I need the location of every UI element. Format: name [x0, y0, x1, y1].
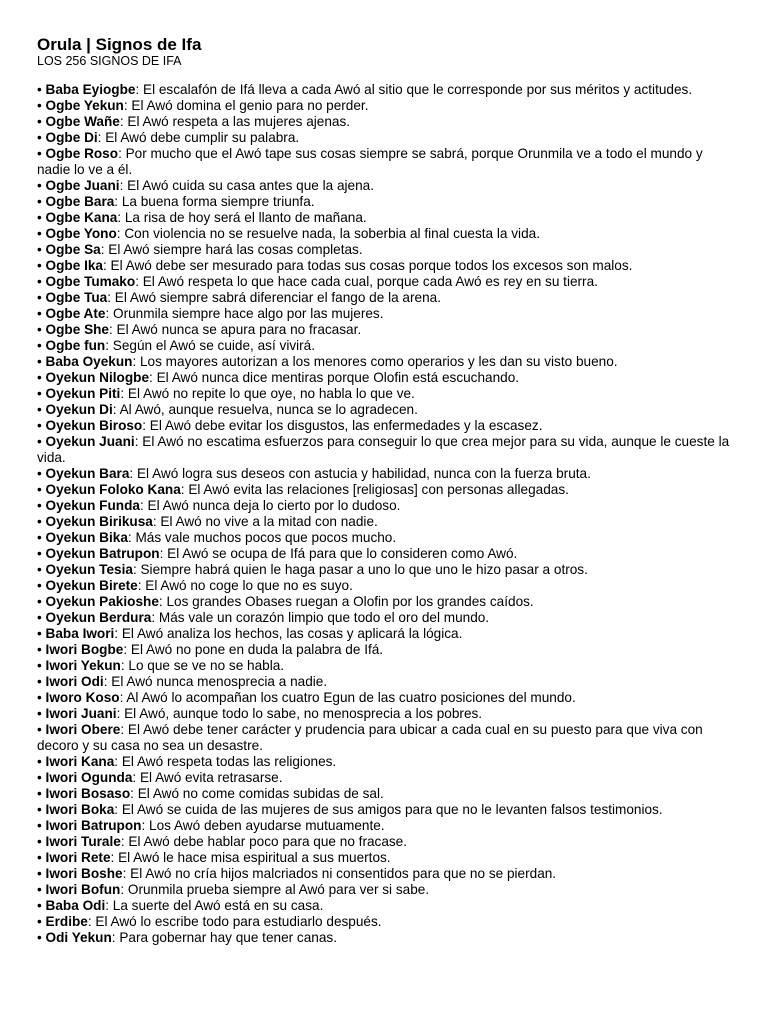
sign-text: : El Awó no coge lo que no es suyo.	[137, 578, 353, 593]
sign-name: Ogbe Tua	[45, 290, 108, 305]
sign-name: Oyekun Berdura	[45, 610, 152, 625]
list-item: • Iwori Kana: El Awó respeta todas las religiones.	[37, 754, 337, 769]
sign-text: : El Awó no escatima esfuerzos para conseguir lo que crea mejor para su vida, aunque le cueste la vida.	[37, 434, 730, 465]
sign-text: : El Awó evita retrasarse.	[132, 770, 283, 785]
sign-name: Oyekun Biroso	[45, 418, 143, 433]
sign-text: : El Awó nunca menosprecia a nadie.	[103, 674, 328, 689]
sign-name: Iwori Kana	[45, 754, 115, 769]
sign-name: Oyekun Batrupon	[45, 546, 160, 561]
sign-name: Iwori Odi	[45, 674, 104, 689]
list-item: • Oyekun Juani: El Awó no escatima esfuerzos para conseguir lo que crea mejor para su vida, aunque le cueste la vida.	[37, 434, 730, 465]
sign-name: Ogbe Roso	[45, 146, 119, 161]
list-item: • Ogbe Ate: Orunmila siempre hace algo por las mujeres.	[37, 306, 384, 321]
sign-name: Oyekun Bika	[45, 530, 128, 545]
sign-name: Ogbe Wañe	[45, 114, 120, 129]
sign-text: : Más vale un corazón limpio que todo el oro del mundo.	[151, 610, 490, 625]
list-item: • Ogbe Tumako: El Awó respeta lo que hace cada cual, porque cada Awó es rey en su tierra.	[37, 274, 598, 289]
sign-name: Oyekun Birete	[45, 578, 138, 593]
list-item: • Iwori Ogunda: El Awó evita retrasarse.	[37, 770, 283, 785]
list-item: • Erdibe: El Awó lo escribe todo para estudiarlo después.	[37, 914, 382, 929]
sign-name: Iwori Ogunda	[45, 770, 133, 785]
sign-text: : El Awó no vive a la mitad con nadie.	[152, 514, 378, 529]
sign-text: : El Awó debe ser mesurado para todas sus cosas porque todos los excesos son malos.	[102, 258, 633, 273]
sign-text: : Siempre habrá quien le haga pasar a uno lo que uno le hizo pasar a otros.	[132, 562, 588, 577]
sign-text: : El Awó, aunque todo lo sabe, no menosprecia a los pobres.	[116, 706, 483, 721]
sign-text: : El Awó domina el genio para no perder.	[123, 98, 369, 113]
list-item: • Oyekun Foloko Kana: El Awó evita las relaciones [religiosas] con personas allegadas.	[37, 482, 569, 497]
list-item: • Iwori Odi: El Awó nunca menosprecia a nadie.	[37, 674, 328, 689]
sign-name: Iworo Koso	[45, 690, 120, 705]
sign-name: Iwori Batrupon	[45, 818, 142, 833]
sign-text: : La buena forma siempre triunfa.	[114, 194, 315, 209]
sign-name: Iwori Bogbe	[45, 642, 124, 657]
sign-name: Ogbe Sa	[45, 242, 101, 257]
list-item: • Oyekun Di: Al Awó, aunque resuelva, nunca se lo agradecen.	[37, 402, 418, 417]
list-item: • Oyekun Pakioshe: Los grandes Obases ruegan a Olofin por los grandes caídos.	[37, 594, 534, 609]
list-item: • Iwori Bofun: Orunmila prueba siempre al Awó para ver si sabe.	[37, 882, 430, 897]
sign-text: : Los grandes Obases ruegan a Olofin por los grandes caídos.	[158, 594, 534, 609]
sign-text: : El Awó logra sus deseos con astucia y habilidad, nunca con la fuerza bruta.	[129, 466, 591, 481]
list-item: • Oyekun Bika: Más vale muchos pocos que pocos mucho.	[37, 530, 397, 545]
document-page	[37, 36, 737, 946]
sign-name: Ogbe Tumako	[45, 274, 136, 289]
sign-name: Oyekun Bara	[45, 466, 130, 481]
sign-text: : El Awó evita las relaciones [religiosas] con personas allegadas.	[180, 482, 569, 497]
list-item: • Oyekun Biroso: El Awó debe evitar los disgustos, las enfermedades y la escasez.	[37, 418, 543, 433]
list-item: • Iwori Batrupon: Los Awó deben ayudarse mutuamente.	[37, 818, 385, 833]
list-item: • Oyekun Birikusa: El Awó no vive a la mitad con nadie.	[37, 514, 378, 529]
sign-text: : El Awó nunca dice mentiras porque Olofin está escuchando.	[149, 370, 520, 385]
list-item: • Ogbe fun: Según el Awó se cuide, así vivirá.	[37, 338, 316, 353]
sign-name: Ogbe Kana	[45, 210, 118, 225]
sign-text: : El Awó siempre sabrá diferenciar el fango de la arena.	[107, 290, 441, 305]
sign-name: Oyekun Birikusa	[45, 514, 153, 529]
sign-name: Ogbe Juani	[45, 178, 120, 193]
sign-name: Ogbe Yono	[45, 226, 117, 241]
sign-text: : Para gobernar hay que tener canas.	[111, 930, 337, 945]
sign-text: : El escalafón de Ifá lleva a cada Awó al sitio que le corresponde por sus méritos y actitudes.	[135, 82, 693, 97]
list-item: • Oyekun Tesia: Siempre habrá quien le haga pasar a uno lo que uno le hizo pasar a otros.	[37, 562, 588, 577]
list-item: • Ogbe Di: El Awó debe cumplir su palabra.	[37, 130, 300, 145]
sign-name: Oyekun Di	[45, 402, 113, 417]
list-item: • Ogbe Ika: El Awó debe ser mesurado para todas sus cosas porque todos los excesos son malos.	[37, 258, 633, 273]
list-item: • Oyekun Berdura: Más vale un corazón limpio que todo el oro del mundo.	[37, 610, 490, 625]
sign-text: : Según el Awó se cuide, así vivirá.	[105, 338, 316, 353]
sign-name: Ogbe Di	[45, 130, 98, 145]
list-item: • Iwori Obere: El Awó debe tener carácter y prudencia para ubicar a cada cual en su puesto para que viva con decoro y su casa no sea un desastre.	[37, 722, 703, 753]
list-item: • Ogbe Sa: El Awó siempre hará las cosas completas.	[37, 242, 363, 257]
sign-name: Iwori Yekun	[45, 658, 121, 673]
sign-name: Iwori Bosaso	[45, 786, 131, 801]
sign-name: Ogbe Ate	[45, 306, 106, 321]
list-item: • Ogbe Yono: Con violencia no se resuelve nada, la soberbia al final cuesta la vida.	[37, 226, 540, 241]
sign-text: : El Awó lo escribe todo para estudiarlo después.	[87, 914, 382, 929]
sign-text: : El Awó nunca se apura para no fracasar.	[109, 322, 362, 337]
list-item: • Oyekun Birete: El Awó no coge lo que no es suyo.	[37, 578, 353, 593]
sign-text: : El Awó no repite lo que oye, no habla lo que ve.	[120, 386, 415, 401]
sign-text: : La risa de hoy será el llanto de mañana.	[117, 210, 367, 225]
sign-text: : Con violencia no se resuelve nada, la soberbia al final cuesta la vida.	[116, 226, 540, 241]
sign-name: Baba Eyiogbe	[45, 82, 136, 97]
list-item: • Iwori Bosaso: El Awó no come comidas subidas de sal.	[37, 786, 384, 801]
sign-text: : El Awó debe cumplir su palabra.	[97, 130, 300, 145]
list-item: • Ogbe She: El Awó nunca se apura para no fracasar.	[37, 322, 362, 337]
sign-text: : El Awó se cuida de las mujeres de sus amigos para que no le levanten falsos testimonios.	[114, 802, 663, 817]
sign-text: : Los Awó deben ayudarse mutuamente.	[141, 818, 385, 833]
list-item: • Odi Yekun: Para gobernar hay que tener canas.	[37, 930, 337, 945]
sign-name: Ogbe She	[45, 322, 109, 337]
sign-text: : El Awó debe hablar poco para que no fracase.	[120, 834, 408, 849]
sign-text: : El Awó analiza los hechos, las cosas y aplicará la lógica.	[114, 626, 463, 641]
sign-text: : Por mucho que el Awó tape sus cosas siempre se sabrá, porque Orunmila ve a todo el mundo y nadie lo ve a él.	[37, 146, 703, 177]
sign-text: : El Awó le hace misa espiritual a sus muertos.	[110, 850, 391, 865]
sign-name: Iwori Turale	[45, 834, 121, 849]
list-item: • Ogbe Tua: El Awó siempre sabrá diferenciar el fango de la arena.	[37, 290, 441, 305]
sign-text: : Los mayores autorizan a los menores como operarios y les dan su visto bueno.	[132, 354, 618, 369]
sign-text: : El Awó debe tener carácter y prudencia para ubicar a cada cual en su puesto para que viva con decoro y su casa no sea un desastre.	[37, 722, 703, 753]
list-item: • Oyekun Batrupon: El Awó se ocupa de Ifá para que lo consideren como Awó.	[37, 546, 518, 561]
sign-name: Oyekun Pakioshe	[45, 594, 159, 609]
page-subtitle: LOS 256 SIGNOS DE IFA	[37, 54, 182, 68]
signs-list	[37, 82, 737, 946]
sign-name: Ogbe Yekun	[45, 98, 124, 113]
sign-text: : El Awó cuida su casa antes que la ajena.	[119, 178, 375, 193]
sign-name: Iwori Rete	[45, 850, 111, 865]
sign-text: : El Awó nunca deja lo cierto por lo dudoso.	[139, 498, 401, 513]
sign-text: : Al Awó, aunque resuelva, nunca se lo agradecen.	[112, 402, 418, 417]
list-item: • Oyekun Nilogbe: El Awó nunca dice mentiras porque Olofin está escuchando.	[37, 370, 520, 385]
sign-text: : La suerte del Awó está en su casa.	[105, 898, 324, 913]
list-item: • Oyekun Piti: El Awó no repite lo que oye, no habla lo que ve.	[37, 386, 415, 401]
list-item: • Ogbe Wañe: El Awó respeta a las mujeres ajenas.	[37, 114, 351, 129]
sign-text: : Al Awó lo acompañan los cuatro Egun de las cuatro posiciones del mundo.	[119, 690, 576, 705]
sign-name: Oyekun Nilogbe	[45, 370, 150, 385]
list-item: • Baba Odi: La suerte del Awó está en su casa.	[37, 898, 324, 913]
sign-name: Oyekun Juani	[45, 434, 135, 449]
list-item: • Iwori Boka: El Awó se cuida de las mujeres de sus amigos para que no le levanten falsos testimonios.	[37, 802, 663, 817]
list-item: • Ogbe Kana: La risa de hoy será el llanto de mañana.	[37, 210, 367, 225]
sign-name: Erdibe	[45, 914, 88, 929]
sign-name: Ogbe Ika	[45, 258, 103, 273]
list-item: • Ogbe Yekun: El Awó domina el genio para no perder.	[37, 98, 369, 113]
list-item: • Iwori Bogbe: El Awó no pone en duda la palabra de Ifá.	[37, 642, 384, 657]
sign-name: Baba Odi	[45, 898, 106, 913]
sign-name: Iwori Bofun	[45, 882, 121, 897]
sign-text: : Más vale muchos pocos que pocos mucho.	[127, 530, 397, 545]
sign-text: : Lo que se ve no se habla.	[120, 658, 285, 673]
sign-text: : El Awó no come comidas subidas de sal.	[130, 786, 384, 801]
list-item: • Iwori Rete: El Awó le hace misa espiritual a sus muertos.	[37, 850, 391, 865]
list-item: • Iwori Turale: El Awó debe hablar poco para que no fracase.	[37, 834, 408, 849]
sign-text: : El Awó debe evitar los disgustos, las enfermedades y la escasez.	[142, 418, 543, 433]
sign-name: Oyekun Tesia	[45, 562, 133, 577]
list-item: • Ogbe Juani: El Awó cuida su casa antes que la ajena.	[37, 178, 375, 193]
sign-name: Odi Yekun	[45, 930, 112, 945]
sign-text: : Orunmila siempre hace algo por las mujeres.	[105, 306, 384, 321]
sign-name: Oyekun Piti	[45, 386, 121, 401]
sign-name: Baba Iwori	[45, 626, 115, 641]
sign-text: : El Awó siempre hará las cosas completas.	[100, 242, 363, 257]
list-item: • Ogbe Bara: La buena forma siempre triunfa.	[37, 194, 315, 209]
list-item: • Baba Iwori: El Awó analiza los hechos, las cosas y aplicará la lógica.	[37, 626, 463, 641]
list-item: • Ogbe Roso: Por mucho que el Awó tape sus cosas siempre se sabrá, porque Orunmila ve a todo el mundo y nadie lo ve a él.	[37, 146, 703, 177]
list-item: • Baba Oyekun: Los mayores autorizan a los menores como operarios y les dan su visto bueno.	[37, 354, 618, 369]
list-item: • Baba Eyiogbe: El escalafón de Ifá lleva a cada Awó al sitio que le corresponde por sus méritos y actitudes.	[37, 82, 693, 97]
list-item: • Iwori Boshe: El Awó no cría hijos malcriados ni consentidos para que no se pierdan.	[37, 866, 557, 881]
list-item: • Iwori Juani: El Awó, aunque todo lo sabe, no menosprecia a los pobres.	[37, 706, 483, 721]
sign-text: : El Awó se ocupa de Ifá para que lo consideren como Awó.	[159, 546, 518, 561]
sign-text: : Orunmila prueba siempre al Awó para ver si sabe.	[120, 882, 430, 897]
sign-name: Baba Oyekun	[45, 354, 133, 369]
page-title: Orula | Signos de Ifa	[37, 35, 202, 54]
sign-text: : El Awó respeta lo que hace cada cual, porque cada Awó es rey en su tierra.	[135, 274, 598, 289]
sign-name: Iwori Boshe	[45, 866, 123, 881]
list-item: • Iworo Koso: Al Awó lo acompañan los cuatro Egun de las cuatro posiciones del mundo.	[37, 690, 576, 705]
sign-name: Ogbe fun	[45, 338, 106, 353]
list-item: • Oyekun Funda: El Awó nunca deja lo cierto por lo dudoso.	[37, 498, 401, 513]
list-item: • Iwori Yekun: Lo que se ve no se habla.	[37, 658, 285, 673]
sign-text: : El Awó respeta a las mujeres ajenas.	[119, 114, 351, 129]
sign-name: Ogbe Bara	[45, 194, 115, 209]
sign-name: Oyekun Funda	[45, 498, 140, 513]
list-item: • Oyekun Bara: El Awó logra sus deseos con astucia y habilidad, nunca con la fuerza bruta.	[37, 466, 591, 481]
sign-text: : El Awó no cría hijos malcriados ni consentidos para que no se pierdan.	[122, 866, 557, 881]
sign-name: Iwori Obere	[45, 722, 121, 737]
sign-text: : El Awó respeta todas las religiones.	[114, 754, 337, 769]
sign-name: Iwori Boka	[45, 802, 115, 817]
sign-name: Oyekun Foloko Kana	[45, 482, 181, 497]
sign-name: Iwori Juani	[45, 706, 117, 721]
sign-text: : El Awó no pone en duda la palabra de Ifá.	[123, 642, 384, 657]
